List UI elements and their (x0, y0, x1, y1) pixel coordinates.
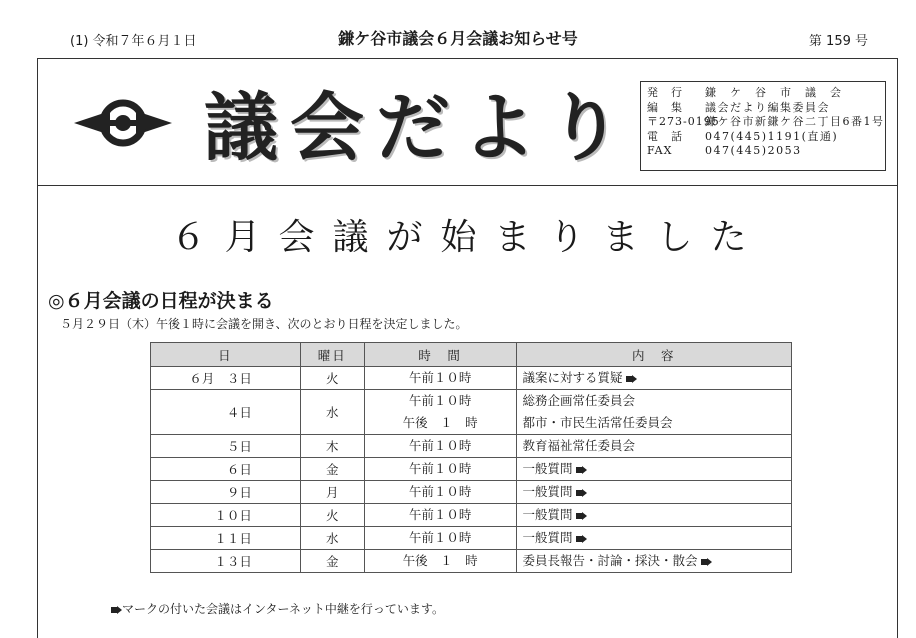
publisher-value: 鎌 ケ 谷 市 議 会 (705, 86, 843, 99)
cell-time (364, 527, 516, 550)
page-date: (1) 令和７年６月１日 (70, 34, 197, 49)
content-text: 一般質問 (522, 484, 573, 499)
table-header-row (151, 343, 792, 367)
content-text: 委員長報告・討論・採決・散会 (522, 553, 698, 568)
content-text: 都市・市民生活常任委員会 (522, 415, 673, 430)
cell-time (364, 504, 516, 527)
content-line (523, 550, 786, 572)
issue-number: 第 159 号 (808, 34, 868, 49)
publisher-label: 編 集 (647, 100, 683, 114)
content-line (523, 481, 786, 503)
content-line (523, 527, 786, 549)
publisher-label: 発 行 (647, 86, 683, 99)
table-row (151, 527, 792, 550)
content-line (523, 504, 786, 526)
broadcast-icon (576, 535, 587, 543)
schedule-table (150, 342, 792, 573)
headline: ６月会議が始まりました (170, 217, 765, 258)
cell-content (516, 504, 792, 527)
masthead-title: 議会だより (204, 85, 634, 171)
issue-title: 鎌ケ谷市議会６月会議お知らせ号 (338, 29, 578, 48)
lead-text: ５月２９日（木）午後１時に会議を開き、次のとおり日程を決定しました。 (60, 317, 468, 331)
table-row (151, 550, 792, 573)
col-header-weekday: 曜日 (300, 343, 364, 367)
cell-content (516, 390, 792, 435)
page-header (0, 0, 916, 58)
cell-day: １１日 (151, 527, 301, 550)
cell-weekday: 月 (300, 481, 364, 504)
publisher-row (647, 101, 879, 116)
time-line: 午後 １ 時 (402, 415, 478, 430)
broadcast-icon (576, 512, 587, 520)
time-line: 午前１０時 (408, 507, 472, 522)
content-line (523, 390, 786, 412)
publisher-label: 電 話 (647, 129, 683, 143)
broadcast-icon (576, 466, 587, 474)
content-text: 議案に対する質疑 (522, 370, 623, 385)
content-line (523, 435, 786, 457)
time-line: 午前１０時 (408, 370, 472, 385)
cell-time (364, 390, 516, 435)
publisher-row (647, 86, 879, 101)
publisher-value: 鎌ケ谷市新鎌ケ谷二丁目6番1号 (705, 115, 885, 128)
newsletter-frame (37, 58, 898, 638)
cell-content (516, 481, 792, 504)
time-line: 午前１０時 (408, 530, 472, 545)
cell-day: １０日 (151, 504, 301, 527)
table-row (151, 504, 792, 527)
cell-weekday: 金 (300, 458, 364, 481)
time-line: 午前１０時 (408, 461, 472, 476)
cell-weekday: 木 (300, 435, 364, 458)
cell-day: ５日 (151, 435, 301, 458)
cell-time (364, 435, 516, 458)
cell-weekday: 水 (300, 527, 364, 550)
publisher-value: 047(445)1191(直通) (705, 129, 839, 143)
publisher-row (647, 115, 885, 130)
cell-time (364, 367, 516, 390)
table-row (151, 435, 792, 458)
content-line (523, 367, 786, 389)
cell-day: １３日 (151, 550, 301, 573)
content-line (523, 458, 786, 480)
publisher-row (647, 144, 879, 159)
time-line: 午前１０時 (408, 393, 472, 408)
cell-weekday: 水 (300, 390, 364, 435)
col-header-day: 日 (151, 343, 301, 367)
broadcast-icon (576, 489, 587, 497)
city-emblem-logo (72, 93, 174, 153)
section-title: ◎６月会議の日程が決まる (48, 290, 274, 312)
content-text: 一般質問 (522, 507, 573, 522)
broadcast-note (108, 600, 444, 617)
cell-weekday: 金 (300, 550, 364, 573)
cell-weekday: 火 (300, 367, 364, 390)
broadcast-icon (626, 375, 637, 383)
masthead (38, 59, 897, 186)
time-line: 午前１０時 (408, 484, 472, 499)
publisher-value: 047(445)2053 (705, 144, 802, 157)
cell-content (516, 458, 792, 481)
cell-day: ９日 (151, 481, 301, 504)
cell-time (364, 458, 516, 481)
cell-content (516, 527, 792, 550)
publisher-row (647, 130, 879, 145)
cell-content (516, 550, 792, 573)
time-line: 午前１０時 (408, 438, 472, 453)
content-line (523, 412, 786, 434)
publisher-label: FAX (647, 144, 673, 157)
content-text: 一般質問 (522, 461, 573, 476)
table-row (151, 390, 792, 435)
cell-time (364, 481, 516, 504)
time-line: 午後 １ 時 (402, 553, 478, 568)
publisher-label: 〒273-0195 (647, 115, 720, 128)
publisher-value: 議会だより編集委員会 (705, 100, 830, 114)
broadcast-note-text: マークの付いた会議はインターネット中継を行っています。 (122, 602, 444, 616)
cell-day: ４日 (151, 390, 301, 435)
publisher-info-box (640, 81, 886, 171)
content-text: 一般質問 (522, 530, 573, 545)
table-row (151, 458, 792, 481)
cell-day: ６月 ３日 (151, 367, 301, 390)
col-header-time: 時 間 (364, 343, 516, 367)
content-text: 総務企画常任委員会 (522, 393, 636, 408)
content-text: 教育福祉常任委員会 (522, 438, 636, 453)
cell-time (364, 550, 516, 573)
broadcast-icon (111, 606, 122, 614)
table-row (151, 367, 792, 390)
cell-content (516, 367, 792, 390)
table-row (151, 481, 792, 504)
col-header-content: 内 容 (516, 343, 792, 367)
cell-day: ６日 (151, 458, 301, 481)
cell-content (516, 435, 792, 458)
broadcast-icon (701, 558, 712, 566)
cell-weekday: 火 (300, 504, 364, 527)
